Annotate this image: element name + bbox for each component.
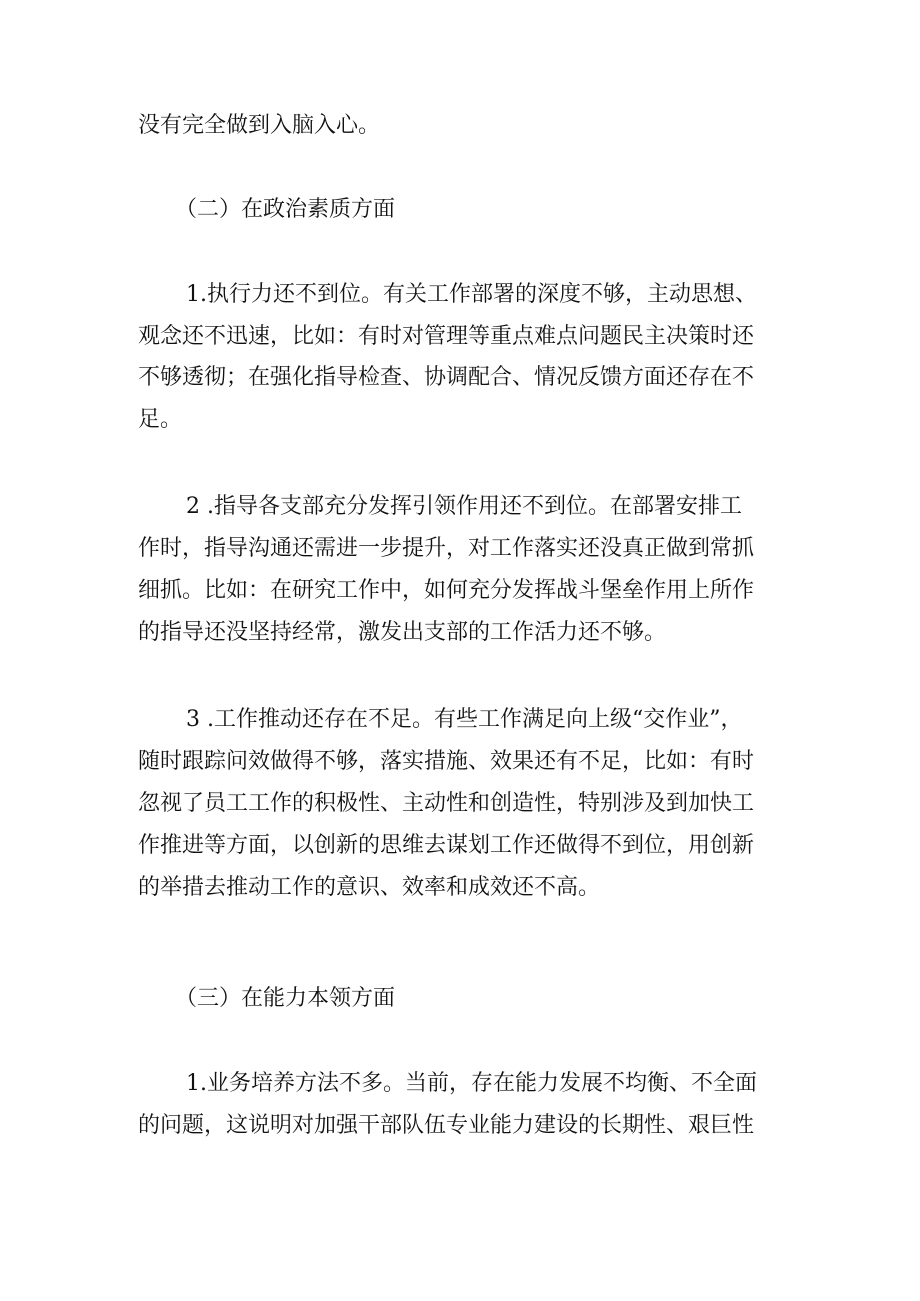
paragraph-line: 2 .指导各支部充分发挥引领作用还不到位。在部署安排工 [186,494,742,519]
paragraph-line: 1.业务培养方法不多。当前，存在能力发展不均衡、不全面 [186,1071,757,1096]
paragraph-line: 忽视了员工工作的积极性、主动性和创造性，特别涉及到加快工 [138,791,755,816]
paragraph-line: 的问题，这说明对加强干部队伍专业能力建设的长期性、艰巨性 [138,1113,755,1138]
paragraph-line: 1.执行力还不到位。有关工作部署的深度不够，主动思想、 [186,282,757,307]
paragraph-line: 足。 [138,407,183,432]
section-heading-political-quality: （二）在政治素质方面 [175,197,396,222]
paragraph-line: 3 .工作推动还存在不足。有些工作满足向上级“交作业”， [186,707,743,732]
paragraph-line: 观念还不迅速，比如：有时对管理等重点难点问题民主决策时还 [138,324,755,349]
paragraph-line: 随时跟踪问效做得不够，落实措施、效果还有不足，比如：有时 [138,749,755,774]
paragraph-line: 不够透彻；在强化指导检查、协调配合、情况反馈方面还存在不 [138,365,755,390]
paragraph-line: 作时，指导沟通还需进一步提升，对工作落实还没真正做到常抓 [138,536,755,561]
paragraph-line: 细抓。比如：在研究工作中，如何充分发挥战斗堡垒作用上所作 [138,578,755,603]
section-heading-capability: （三）在能力本领方面 [175,986,396,1011]
paragraph-line: 的指导还没坚持经常，激发出支部的工作活力还不够。 [138,620,667,645]
paragraph-line: 的举措去推动工作的意识、效率和成效还不高。 [138,875,601,900]
paragraph-line: 作推进等方面，以创新的思维去谋划工作还做得不到位，用创新 [138,833,755,858]
paragraph-continuation: 没有完全做到入脑入心。 [138,113,381,138]
